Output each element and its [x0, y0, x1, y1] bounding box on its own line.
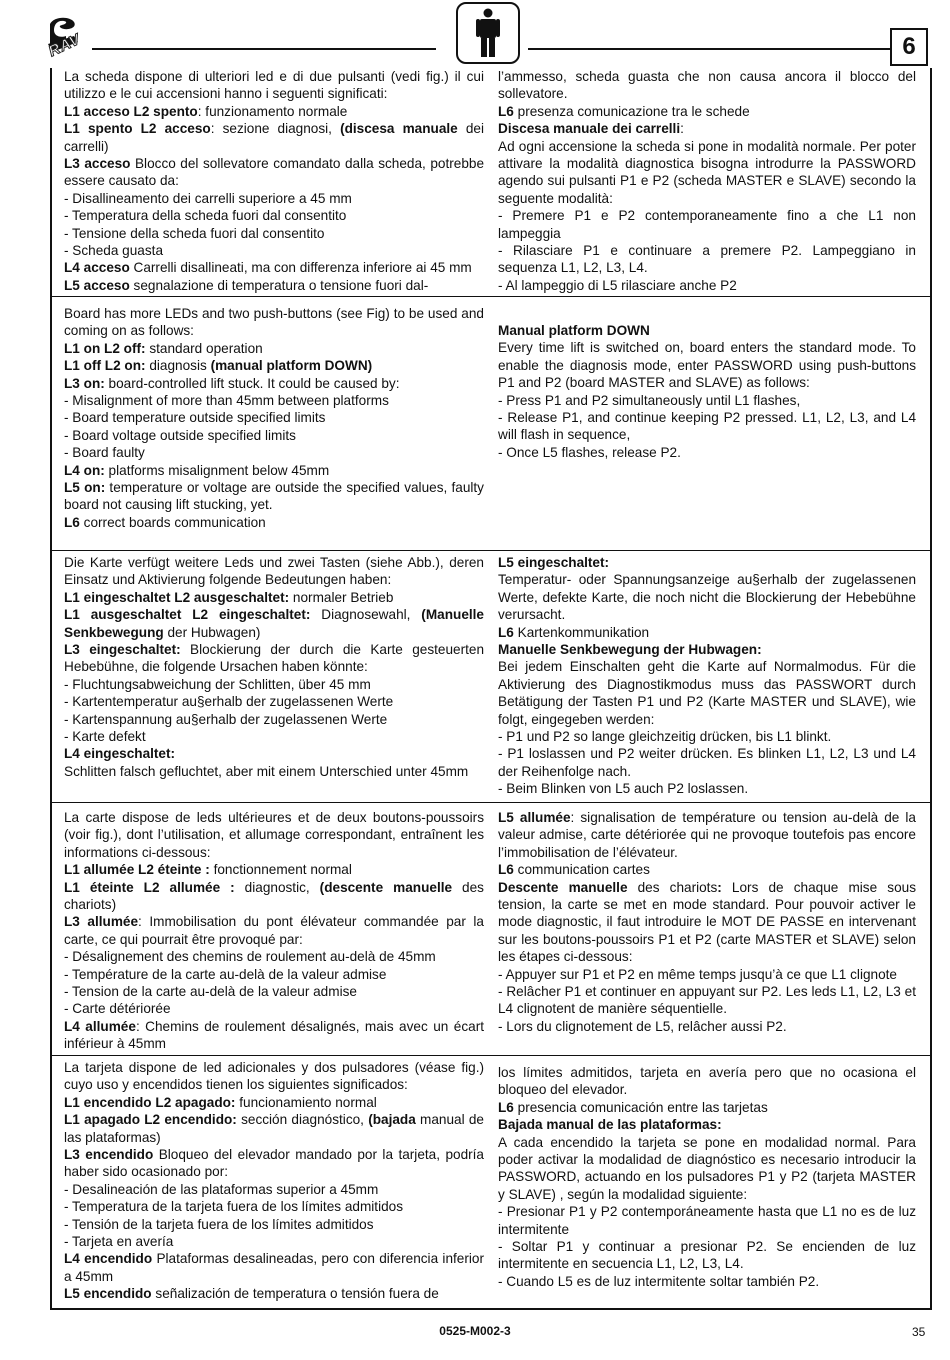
text-run: - P1 loslassen und P2 weiter drücken. Es blinken L1, L2, L3 und L4 der Reihenfolge nach.: [498, 746, 916, 779]
document-code: 0525-M002-3: [439, 1324, 511, 1338]
text-paragraph: [64, 606, 484, 641]
text-paragraph: [498, 103, 916, 120]
spanish-right-column: [498, 1064, 916, 1290]
text-paragraph: [64, 68, 484, 103]
text-run: : signalisation de température ou tension au-delà de la valeur admise, carte détériorée qui ne provoque toutefois pas encore l’immobilisation de l’élévateur.: [498, 810, 916, 860]
text-run: - Kartenspannung au§erhalb der zugelassenen Werte: [64, 711, 388, 727]
text-run: fonctionnement normal: [209, 862, 352, 878]
text-run: des chariots: [627, 879, 718, 895]
text-run: manual de las plataformas): [64, 1112, 484, 1145]
text-run: - Appuyer sur P1 et P2 en même temps jusqu’à ce que L1 clignote: [498, 966, 897, 982]
text-run: - Température de la carte au-delà de la valeur admise: [64, 966, 387, 982]
text-paragraph: [498, 728, 916, 745]
person-icon: [474, 8, 502, 58]
text-run: - Tension de la carte au-delà de la valeur admise: [64, 984, 357, 1000]
text-paragraph: [64, 711, 484, 728]
text-run: Bloqueo del elevador mandado por la tarjeta, podría haber sido ocasionado por:: [64, 1147, 484, 1180]
german-right-column: [498, 554, 916, 798]
bold-text-run: L3 eingeschaltet:: [64, 642, 181, 658]
text-paragraph: [498, 409, 916, 444]
text-run: - Karte defekt: [64, 729, 146, 745]
text-paragraph: [64, 462, 484, 479]
text-run: - Desalineación de las plataformas superior a 45mm: [64, 1181, 379, 1197]
text-run: standard operation: [145, 340, 263, 356]
text-run: La scheda dispone di ulteriori led e di due pulsanti (vedi fig.) il cui utilizzo e le cui accensioni hanno i seguenti significati:: [64, 69, 484, 102]
text-paragraph: [64, 1216, 484, 1233]
operator-pictogram: [456, 2, 520, 64]
text-run: - Disallineamento dei carrelli superiore a 45 mm: [64, 190, 352, 206]
bold-text-run: L1 éteinte L2 allumée :: [64, 879, 235, 895]
text-run: sección diagnóstico,: [236, 1112, 369, 1128]
section-french: [52, 803, 930, 1056]
text-run: - Beim Blinken von L5 auch P2 loslassen.: [498, 781, 749, 797]
text-run: : funzionamento normale: [197, 103, 348, 119]
text-run: Kartenkommunikation: [513, 624, 650, 640]
bold-text-run: Discesa manuale dei carrelli: [498, 121, 681, 137]
text-paragraph: [64, 966, 484, 983]
bold-text-run: Manuelle Senkbewegung der Hubwagen:: [498, 642, 762, 658]
text-paragraph: [498, 444, 916, 461]
bold-text-run: Descente manuelle: [498, 879, 628, 895]
text-run: - Carte détériorée: [64, 1001, 171, 1017]
bold-text-run: L4 eingeschaltet:: [64, 746, 176, 762]
text-run: - Soltar P1 y continuar a presionar P2. Se encienden de luz intermitente en secuencia L1, L2, L3, L4.: [498, 1239, 916, 1272]
english-left-column: [64, 305, 484, 531]
page-header: [0, 0, 950, 70]
brand-logo-text: RAV: [45, 30, 84, 61]
text-paragraph: [64, 120, 484, 155]
bold-text-run: L1 acceso L2 spento: [64, 103, 198, 119]
text-run: normaler Betrieb: [289, 589, 394, 605]
text-paragraph: [64, 479, 484, 514]
text-paragraph: [64, 427, 484, 444]
english-right-column: [498, 322, 916, 461]
text-paragraph: [64, 1111, 484, 1146]
text-paragraph: [498, 322, 916, 339]
text-paragraph: [64, 1181, 484, 1198]
text-run: - Press P1 and P2 simultaneously until L1 flashes,: [498, 392, 801, 408]
bold-text-run: L6: [64, 514, 80, 530]
bold-text-run: L1 off L2 on:: [64, 358, 146, 374]
text-run: :: [680, 121, 684, 137]
italian-right-column: [498, 68, 916, 294]
bold-text-run: L6: [498, 862, 514, 878]
text-paragraph: [498, 120, 916, 137]
section-english: [52, 297, 930, 551]
text-run: - Board temperature outside specified limits: [64, 410, 326, 426]
section-number: 6: [890, 28, 928, 66]
bold-text-run: L5 encendido: [64, 1286, 152, 1302]
text-run: Ad ogni accensione la scheda si pone in modalità normale. Per poter attivare la modalità diagnostica bisogna introdurre la PASSWORD agendo sui pulsanti P1 e P2 (scheda MASTER e SLAVE) secondo la seguente modalità:: [498, 138, 916, 206]
bold-text-run: (discesa manuale: [340, 121, 458, 137]
text-paragraph: [498, 1064, 916, 1099]
text-paragraph: [64, 155, 484, 190]
text-run: Board has more LEDs and two push-buttons (see Fig) to be used and coming on as follows:: [64, 306, 484, 339]
text-paragraph: [498, 207, 916, 242]
text-paragraph: [498, 1099, 916, 1116]
bold-text-run: L1 on L2 off:: [64, 340, 146, 356]
text-paragraph: [64, 392, 484, 409]
text-paragraph: [64, 444, 484, 461]
text-run: temperature or voltage are outside the specified values, faulty board not causing lift stucking, yet.: [64, 480, 484, 513]
text-paragraph: [498, 861, 916, 878]
german-left-column: [64, 554, 484, 780]
bold-text-run: L4 allumée: [64, 1018, 136, 1034]
text-run: - Al lampeggio di L5 rilasciare anche P2: [498, 277, 737, 293]
text-run: - Temperatura della scheda fuori dal consentito: [64, 208, 347, 224]
text-paragraph: [498, 138, 916, 208]
bold-text-run: (descente manuelle: [319, 879, 453, 895]
text-run: Bei jedem Einschalten geht die Karte auf Normalmodus. Für die Aktivierung des Diagnostikmodus muss das PASSWORT durch Betätigung der Tasten P1 und P2 (Karte MASTER und SLAVE), wie folgt, eingegeben werden:: [498, 659, 916, 727]
text-paragraph: [64, 190, 484, 207]
text-run: : Chemins de roulement désalignés, mais avec un écart inférieur à 45mm: [64, 1018, 484, 1052]
text-run: señalización de temperatura o tensión fuera de: [151, 1286, 439, 1302]
text-run: - Presionar P1 y P2 contemporáneamente hasta que L1 no es de luz intermitente: [498, 1204, 916, 1237]
text-run: - Désalignement des chemins de roulement au-delà de 45mm: [64, 949, 436, 965]
text-paragraph: [64, 809, 484, 861]
text-run: board-controlled lift stuck. It could be caused by:: [104, 375, 400, 391]
text-run: A cada encendido la tarjeta se pone en modalidad normal. Para poder activar la modalidad de diagnóstico es necesario introducir la PASSWORD, actuando en los pulsadores P1 y P2 (tarjeta MASTER y SLAVE) , según la modalidad siguiente:: [498, 1134, 916, 1202]
text-paragraph: [498, 68, 916, 103]
text-paragraph: [64, 641, 484, 676]
text-run: des chariots): [64, 879, 484, 913]
text-run: communication cartes: [513, 862, 650, 878]
section-german: [52, 551, 930, 803]
bold-text-run: L1 apagado L2 encendido:: [64, 1112, 237, 1128]
text-paragraph: [498, 1018, 916, 1035]
text-run: Every time lift is switched on, board enters the standard mode. To enable the diagnosis mode, enter PASSWORD using push-buttons P1 and P2 (board MASTER and SLAVE) as follows:: [498, 340, 916, 391]
bold-text-run: (Manuelle Senkbewegung: [64, 607, 484, 640]
bold-text-run: L3 acceso: [64, 156, 131, 172]
text-paragraph: [64, 514, 484, 531]
spanish-left-column: [64, 1059, 484, 1303]
header-rule-right: [528, 48, 890, 50]
text-run: - Relâcher P1 et continuer en appuyant sur P2. Les leds L1, L2, L3 et L4 clignotent de manière séquentielle.: [498, 984, 916, 1017]
text-paragraph: [64, 913, 484, 948]
text-paragraph: [498, 554, 916, 571]
text-run: - Misalignment of more than 45mm between platforms: [64, 393, 389, 409]
text-paragraph: [498, 392, 916, 409]
text-paragraph: [64, 983, 484, 1000]
text-run: diagnosis: [145, 358, 211, 374]
text-run: Lors de chaque mise sous tension, la carte se met en mode standard. Pour pouvoir activer le mode diagnostic, il faut introduire le MOT DE PASSE en intervenant sur les boutons-poussoirs P1 et P2 (carte MASTER et SLAVE) selon les étapes ci-dessous:: [498, 879, 916, 965]
italian-left-column: [64, 68, 484, 294]
french-left-column: [64, 809, 484, 1053]
text-paragraph: [64, 1094, 484, 1111]
text-run: - Cuando L5 es de luz intermitente soltar también P2.: [498, 1273, 820, 1289]
text-paragraph: [498, 1203, 916, 1238]
bold-text-run: L4 acceso: [64, 260, 130, 276]
text-run: - Release P1, and continue keeping P2 pressed. L1, L2, L3, and L4 will flash in sequence,: [498, 410, 916, 443]
text-paragraph: [64, 340, 484, 357]
text-paragraph: [64, 207, 484, 224]
text-paragraph: [498, 1273, 916, 1290]
text-paragraph: [64, 745, 484, 762]
text-run: funcionamiento normal: [235, 1094, 377, 1110]
text-run: La carte dispose de leds ultérieures et de deux boutons-poussoirs (voir fig.), dont l’utilisation, et allumage correspondant, entraînent les informations ci-dessous:: [64, 810, 484, 860]
text-paragraph: [498, 339, 916, 391]
bold-text-run: L1 eingeschaltet L2 ausgeschaltet:: [64, 589, 290, 605]
text-run: - Board voltage outside specified limits: [64, 427, 296, 443]
text-run: diagnostic,: [234, 879, 320, 895]
text-run: Plataformas desalineadas, pero con diferencia inferior a 45mm: [64, 1251, 484, 1284]
bold-text-run: L6: [498, 624, 514, 640]
text-paragraph: [498, 277, 916, 294]
text-run: - Kartentemperatur au§erhalb der zugelassenen Werte: [64, 694, 394, 710]
text-run: - Tensione della scheda fuori dal consentito: [64, 225, 325, 241]
text-paragraph: [64, 409, 484, 426]
text-paragraph: [498, 571, 916, 623]
french-right-column: [498, 809, 916, 1035]
text-paragraph: [64, 1285, 484, 1302]
text-run: Schlitten falsch gefluchtet, aber mit einem Unterschied unter 45mm: [64, 763, 469, 779]
bold-text-run: L3 encendido: [64, 1147, 154, 1163]
text-run: - Scheda guasta: [64, 243, 163, 259]
text-run: presencia comunicación entre las tarjetas: [513, 1099, 768, 1115]
page-number: 35: [912, 1325, 926, 1339]
text-run: Carrelli disallineati, ma con differenza inferiore ai 45 mm: [129, 260, 472, 276]
text-run: - Board faulty: [64, 445, 145, 461]
text-run: l’ammesso, scheda guasta che non causa ancora il blocco del sollevatore.: [498, 69, 916, 102]
text-run: platforms misalignment below 45mm: [104, 462, 330, 478]
bold-text-run: L5 allumée: [498, 810, 571, 825]
text-paragraph: [64, 357, 484, 374]
text-paragraph: [64, 1250, 484, 1285]
bold-text-run: L6: [498, 103, 514, 119]
text-paragraph: [64, 375, 484, 392]
text-run: Die Karte verfügt weitere Leds und zwei Tasten (siehe Abb.), deren Einsatz und Aktivierung folgende Bedeutungen haben:: [64, 555, 484, 588]
text-run: - Tensión de la tarjeta fuera de los límites admitidos: [64, 1216, 374, 1232]
text-paragraph: [498, 745, 916, 780]
section-italian: [52, 68, 930, 297]
text-run: - Temperatura de la tarjeta fuera de los límites admitidos: [64, 1199, 403, 1215]
text-run: : sezione diagnosi,: [210, 121, 341, 137]
text-paragraph: [64, 103, 484, 120]
text-paragraph: [498, 624, 916, 641]
text-paragraph: [64, 1233, 484, 1250]
text-paragraph: [498, 1134, 916, 1204]
bold-text-run: L1 allumée L2 éteinte :: [64, 862, 210, 878]
text-run: correct boards communication: [79, 514, 266, 530]
text-paragraph: [64, 277, 484, 294]
text-run: - P1 und P2 so lange gleichzeitig drücken, bis L1 blinkt.: [498, 729, 832, 745]
bold-text-run: L5 eingeschaltet:: [498, 555, 610, 570]
text-paragraph: [498, 879, 916, 966]
text-paragraph: [498, 658, 916, 728]
header-rule-left: [92, 48, 436, 50]
bold-text-run: L5 on:: [64, 480, 106, 496]
bold-text-run: L6: [498, 1099, 514, 1115]
bold-text-run: L1 ausgeschaltet L2 eingeschaltet:: [64, 607, 311, 623]
text-paragraph: [498, 641, 916, 658]
text-run: - Fluchtungsabweichung der Schlitten, über 45 mm: [64, 676, 371, 692]
text-paragraph: [64, 879, 484, 914]
bold-text-run: L3 on:: [64, 375, 105, 391]
text-run: - Tarjeta en avería: [64, 1234, 174, 1250]
text-run: - Rilasciare P1 e continuare a premere P2. Lampeggiano in sequenza L1, L2, L3, L4.: [498, 243, 916, 276]
bold-text-run: :: [717, 879, 732, 895]
text-paragraph: [498, 966, 916, 983]
text-paragraph: [498, 242, 916, 277]
text-paragraph: [64, 259, 484, 276]
text-paragraph: [64, 948, 484, 965]
bold-text-run: L4 on:: [64, 462, 105, 478]
bold-text-run: L4 encendido: [64, 1251, 153, 1267]
text-paragraph: [64, 1000, 484, 1017]
text-paragraph: [64, 693, 484, 710]
text-run: der Hubwagen): [163, 624, 261, 640]
content-frame: [50, 68, 932, 1310]
text-paragraph: [64, 305, 484, 340]
text-run: Blocco del sollevatore comandato dalla scheda, potrebbe essere causato da:: [64, 156, 484, 189]
bold-text-run: Bajada manual de las plataformas:: [498, 1117, 722, 1133]
text-run: La tarjeta dispone de led adicionales y dos pulsadores (véase fig.) cuyo uso y encendidos tienen los siguientes significados:: [64, 1060, 484, 1093]
text-run: presenza comunicazione tra le schede: [513, 103, 750, 119]
text-run: : Immobilisation du pont élévateur commandée par la carte, ce qui pourrait être provoqué par:: [64, 914, 484, 947]
text-run: - Lors du clignotement de L5, relâcher aussi P2.: [498, 1018, 787, 1034]
text-paragraph: [64, 242, 484, 259]
text-paragraph: [498, 1238, 916, 1273]
text-paragraph: [498, 983, 916, 1018]
text-paragraph: [64, 554, 484, 589]
bold-text-run: Manual platform DOWN: [498, 323, 650, 338]
bold-text-run: (bajada: [368, 1112, 416, 1128]
text-paragraph: [64, 1018, 484, 1053]
text-paragraph: [64, 676, 484, 693]
text-run: dei carrelli): [64, 121, 484, 154]
text-paragraph: [498, 780, 916, 797]
text-paragraph: [498, 1116, 916, 1133]
bold-text-run: L1 spento L2 acceso: [64, 121, 211, 137]
bold-text-run: L1 encendido L2 apagado:: [64, 1094, 236, 1110]
bold-text-run: L5 acceso: [64, 277, 130, 293]
text-paragraph: [64, 589, 484, 606]
text-paragraph: [64, 763, 484, 780]
text-paragraph: [64, 1059, 484, 1094]
text-run: - Premere P1 e P2 contemporaneamente fino a che L1 non lampeggia: [498, 208, 916, 241]
bold-text-run: L3 allumée: [64, 914, 139, 930]
text-run: - Once L5 flashes, release P2.: [498, 444, 681, 460]
text-paragraph: [64, 1198, 484, 1215]
text-run: Blockierung der durch die Karte gesteuerten Hebebühne, die folgende Ursachen haben könnte:: [64, 642, 485, 675]
text-paragraph: [64, 225, 484, 242]
text-paragraph: [498, 809, 916, 861]
section-spanish: [52, 1056, 930, 1308]
text-paragraph: [64, 1146, 484, 1181]
text-run: segnalazione di temperatura o tensione fuori dal-: [129, 277, 429, 293]
text-run: los límites admitidos, tarjeta en avería pero que no ocasiona el bloqueo del elevador.: [498, 1065, 916, 1098]
text-run: Diagnosewahl,: [310, 607, 422, 623]
text-paragraph: [64, 728, 484, 745]
text-run: Temperatur- oder Spannungsanzeige au§erhalb der zugelassenen Werte, defekte Karte, die noch nicht die Blockierung der Hebebühne verursacht.: [498, 572, 916, 623]
text-paragraph: [64, 861, 484, 878]
bold-text-run: (manual platform DOWN): [210, 358, 373, 374]
